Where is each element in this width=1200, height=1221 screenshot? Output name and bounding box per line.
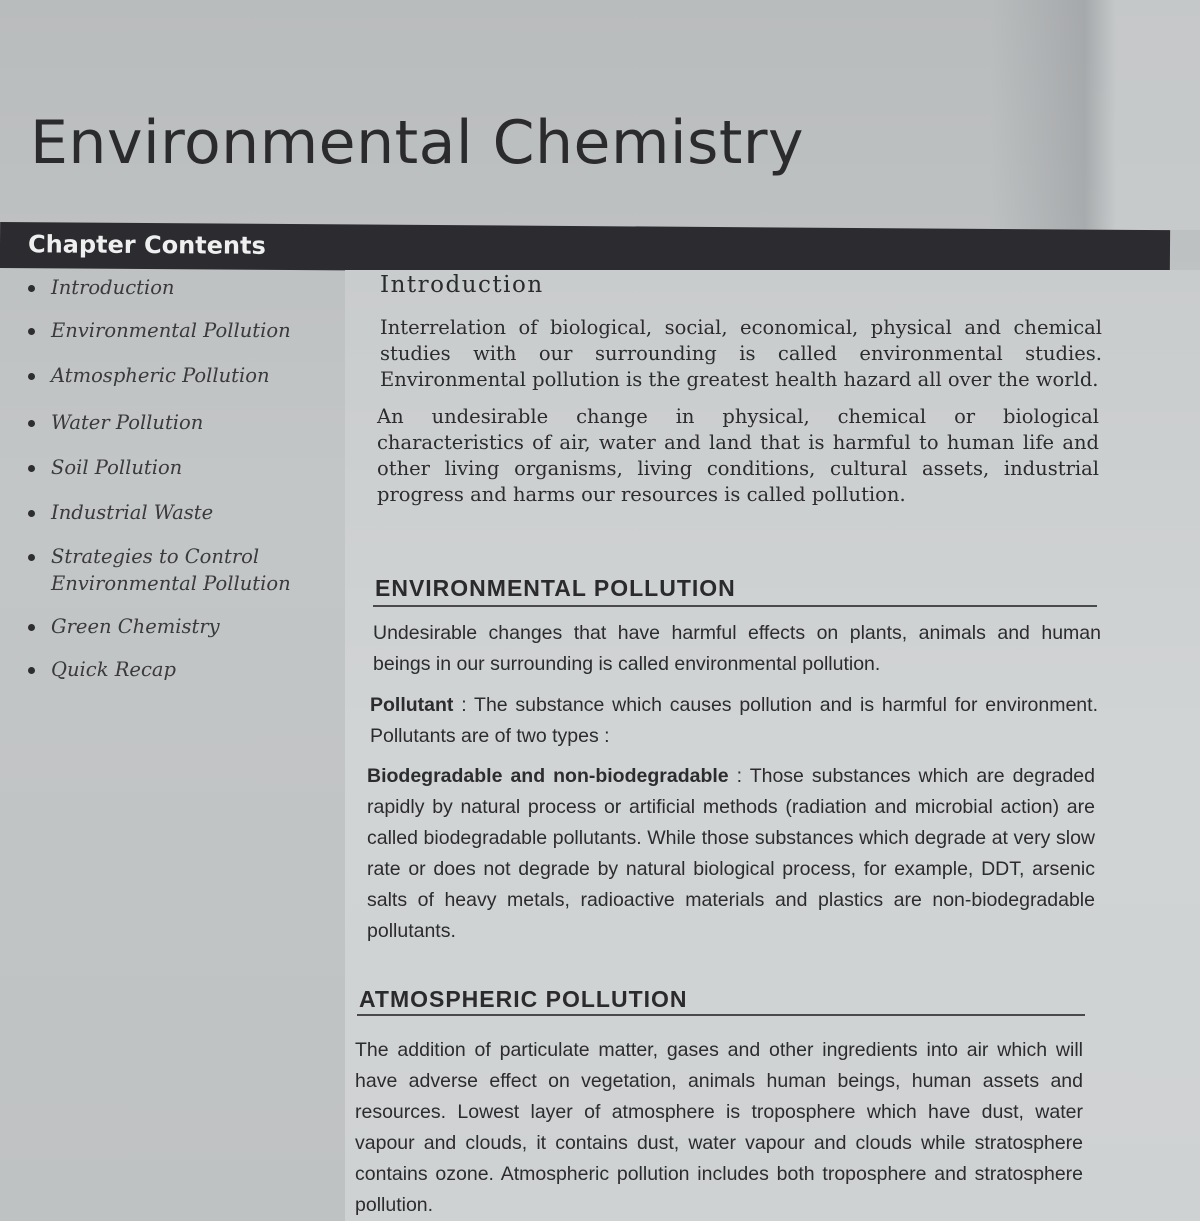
contents-item-label: Industrial Waste bbox=[51, 501, 214, 524]
page-title: Environmental Chemistry bbox=[30, 108, 805, 178]
section-divider bbox=[357, 1014, 1085, 1016]
biodegradable-definition bbox=[367, 761, 1095, 947]
contents-item-strategies[interactable] bbox=[28, 543, 328, 597]
pollutant-term: Pollutant bbox=[370, 694, 454, 716]
contents-item-label-line2: Environmental Pollution bbox=[51, 572, 291, 595]
introduction-heading: Introduction bbox=[380, 272, 544, 298]
contents-item-label: Green Chemistry bbox=[51, 615, 220, 638]
bullet-icon bbox=[28, 420, 35, 427]
contents-item-label: Atmospheric Pollution bbox=[51, 364, 270, 387]
introduction-paragraph-1: Interrelation of biological, social, economical, physical and chemical studies with our surrounding is called environmental studies. Environmental pollution is the greatest health hazard all over the world. bbox=[380, 316, 1102, 391]
contents-item-label: Introduction bbox=[51, 276, 175, 299]
page-shadow bbox=[990, 0, 1200, 230]
contents-item-atmospheric-pollution[interactable] bbox=[28, 362, 328, 389]
bullet-icon bbox=[28, 667, 35, 674]
bullet-icon bbox=[28, 624, 35, 631]
contents-item-environmental-pollution[interactable] bbox=[28, 317, 328, 344]
atmospheric-pollution-paragraph: The addition of particulate matter, gases and other ingredients into air which will have adverse effect on vegetation, animals human beings, human assets and resources. Lowest layer of atmosphere is troposphere which have dust, water vapour and clouds, it contains dust, water vapour and clouds while stratosphere contains ozone. Atmospheric pollution includes both troposphere and stratosphere pollution. bbox=[355, 1039, 1083, 1216]
chapter-contents-bar bbox=[0, 222, 1170, 276]
pollutant-definition bbox=[370, 690, 1098, 752]
environmental-pollution-paragraph: Undesirable changes that have harmful effects on plants, animals and human beings in our surrounding is called environmental pollution. bbox=[373, 622, 1101, 675]
contents-item-soil-pollution[interactable] bbox=[28, 454, 328, 481]
introduction-paragraph-2: An undesirable change in physical, chemical or biological characteristics of air, water and land that is harmful to human life and other living organisms, living conditions, cultural assets, industrial progress and harms our resources is called pollution. bbox=[377, 405, 1099, 506]
pollutant-text: : The substance which causes pollution and is harmful for environment. Pollutants are of two types : bbox=[370, 694, 1098, 747]
contents-item-label: Water Pollution bbox=[51, 411, 204, 434]
contents-item-label: Quick Recap bbox=[51, 658, 176, 681]
contents-item-label: Strategies to Control bbox=[51, 545, 260, 568]
contents-item-water-pollution[interactable] bbox=[28, 409, 328, 436]
biodegradable-term: Biodegradable and non-biodegradable bbox=[367, 765, 729, 787]
bullet-icon bbox=[28, 373, 35, 380]
contents-item-quick-recap[interactable] bbox=[28, 656, 328, 683]
bullet-icon bbox=[28, 465, 35, 472]
contents-item-introduction[interactable] bbox=[28, 274, 328, 301]
contents-item-label: Soil Pollution bbox=[51, 456, 183, 479]
atmospheric-pollution-heading: ATMOSPHERIC POLLUTION bbox=[359, 986, 688, 1012]
bullet-icon bbox=[28, 510, 35, 517]
main-content bbox=[345, 270, 1200, 1221]
bullet-icon bbox=[28, 554, 35, 561]
bullet-icon bbox=[28, 285, 35, 292]
chapter-contents-heading: Chapter Contents bbox=[27, 230, 266, 260]
biodegradable-text: : Those substances which are degraded rapidly by natural process or artificial methods (radiation and microbial action) are called biodegradable pollutants. While those substances which degrade at very slow rate or does not degrade by natural biological process, for example, DDT, arsenic salts of heavy metals, radioactive materials and plastics are non-biodegradable pollutants. bbox=[367, 765, 1095, 942]
contents-item-green-chemistry[interactable] bbox=[28, 613, 328, 640]
bullet-icon bbox=[28, 328, 35, 335]
environmental-pollution-heading: ENVIRONMENTAL POLLUTION bbox=[375, 575, 736, 601]
contents-item-label: Environmental Pollution bbox=[51, 319, 291, 342]
contents-item-industrial-waste[interactable] bbox=[28, 499, 328, 526]
section-divider bbox=[373, 605, 1097, 607]
chapter-contents-sidebar bbox=[0, 270, 345, 1221]
